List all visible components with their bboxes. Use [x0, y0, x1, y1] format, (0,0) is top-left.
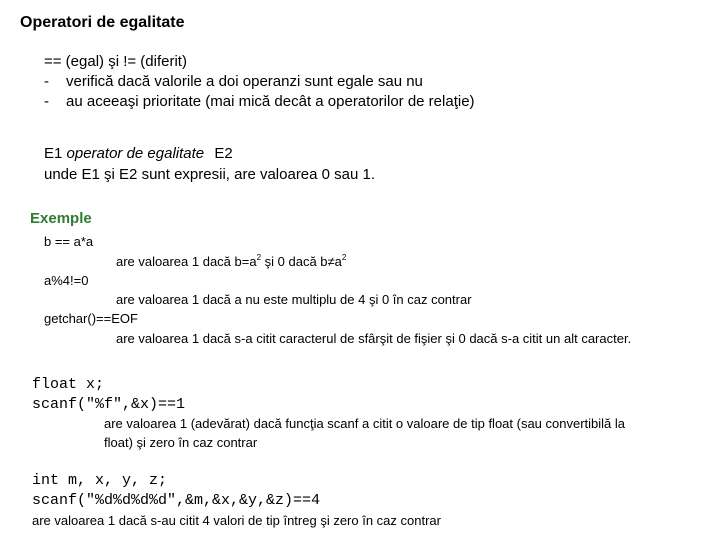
bullet-2-text: au aceeaşi prioritate (mai mică decât a operatorilor de relaţie) — [66, 93, 475, 110]
example-3-expr: getchar()==EOF — [44, 311, 138, 326]
code1-desc-line1: are valoarea 1 (adevărat) dacă funcţia scanf a citit o valoare de tip float (sau convertibilă la — [104, 416, 626, 431]
code2-line1: int m, x, y, z; — [32, 472, 168, 489]
superscript: 2 — [256, 253, 262, 262]
code1-line1: float x; — [32, 376, 105, 393]
syntax-e2: E2 — [214, 145, 233, 162]
code1-line2: scanf("%f",&x)==1 — [32, 396, 186, 413]
example-1-expr: b == a*a — [44, 234, 94, 249]
bullet-1 — [44, 73, 423, 90]
bullet-marker: - — [44, 93, 49, 110]
example-1-desc-mid: şi 0 dacă b≠a — [261, 254, 342, 269]
superscript: 2 — [341, 253, 347, 262]
syntax-note: unde E1 şi E2 sunt expresii, are valoarea 0 sau 1. — [44, 166, 376, 183]
example-1-desc-prefix: are valoarea 1 dacă b=a — [116, 254, 257, 269]
examples-heading: Exemple — [30, 210, 92, 227]
bullet-marker: - — [44, 73, 49, 90]
syntax-line — [44, 145, 233, 162]
syntax-e1: E1 — [44, 145, 63, 162]
bullet-2 — [44, 93, 475, 110]
syntax-operator-label: operator de egalitate — [66, 145, 205, 162]
code1-desc-line2: float) şi zero în caz contrar — [104, 435, 258, 450]
example-1-desc — [116, 254, 346, 269]
code2-line2: scanf("%d%d%d%d",&m,&x,&y,&z)==4 — [32, 492, 321, 509]
example-3-desc: are valoarea 1 dacă s-a citit caracterul de sfârşit de fişier şi 0 dacă s-a citit un alt caracter. — [116, 331, 632, 346]
intro-line: == (egal) şi != (diferit) — [44, 53, 187, 70]
example-2-expr: a%4!=0 — [44, 273, 89, 288]
bullet-1-text: verifică dacă valorile a doi operanzi sunt egale sau nu — [66, 73, 423, 90]
page-title: Operatori de egalitate — [20, 14, 185, 31]
code2-desc: are valoarea 1 dacă s-au citit 4 valori de tip întreg şi zero în caz contrar — [32, 513, 441, 528]
example-2-desc: are valoarea 1 dacă a nu este multiplu de 4 şi 0 în caz contrar — [116, 292, 472, 307]
